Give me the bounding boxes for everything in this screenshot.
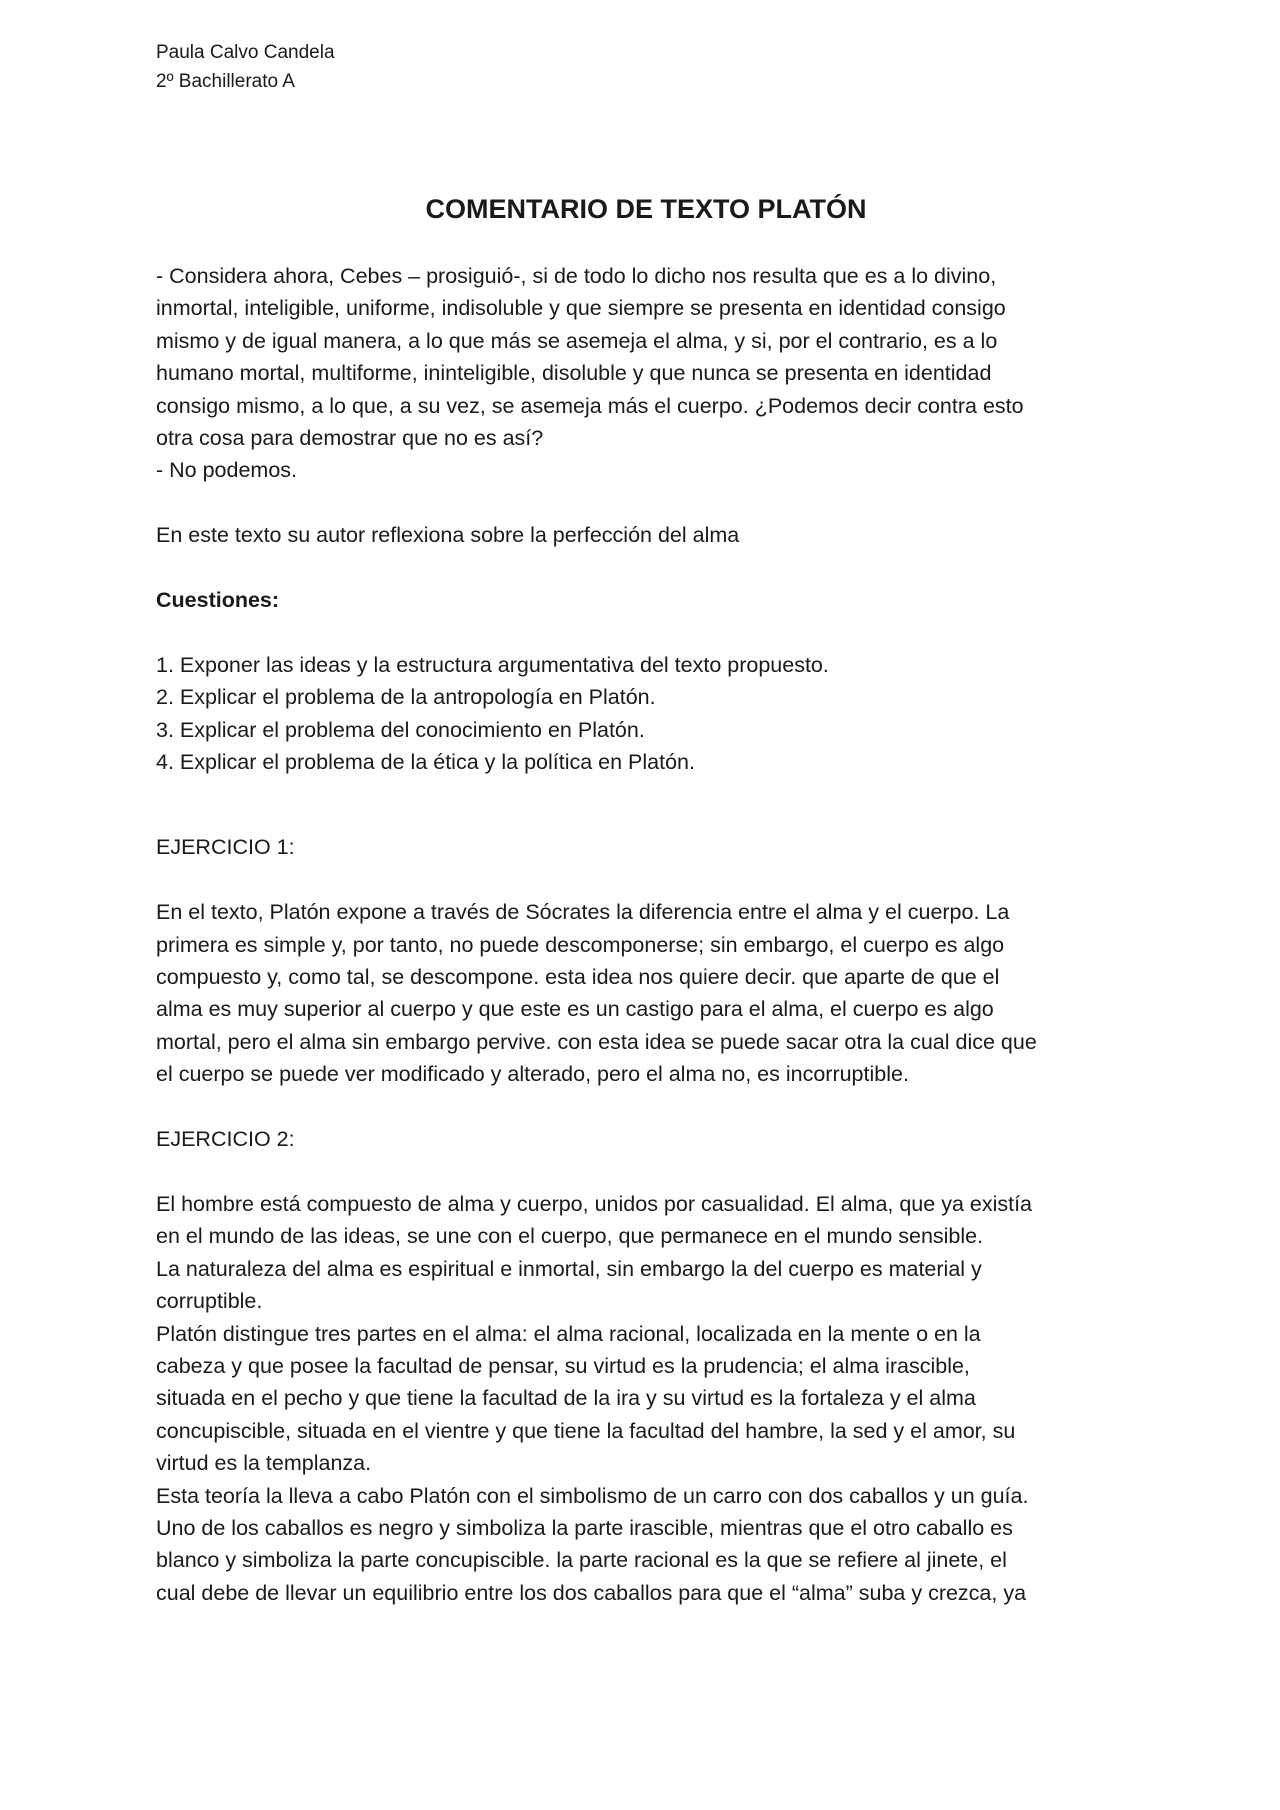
questions-heading: Cuestiones: bbox=[156, 588, 280, 613]
question-item: 2. Explicar el problema de la antropología en Platón. bbox=[156, 685, 656, 710]
exercise2-line: cual debe de llevar un equilibrio entre los dos caballos para que el “alma” suba y crezca, ya bbox=[156, 1580, 1027, 1605]
quote-block bbox=[156, 260, 1136, 487]
exercise2-line: La naturaleza del alma es espiritual e inmortal, sin embargo la del cuerpo es material y bbox=[156, 1256, 982, 1281]
exercise2-line: en el mundo de las ideas, se une con el cuerpo, que permanece en el mundo sensible. bbox=[156, 1224, 984, 1249]
course-label: 2º Bachillerato A bbox=[156, 71, 295, 92]
exercise2-line: situada en el pecho y que tiene la facultad de la ira y su virtud es la fortaleza y el alma bbox=[156, 1386, 976, 1411]
exercise1-line: alma es muy superior al cuerpo y que este es un castigo para el alma, el cuerpo es algo bbox=[156, 997, 994, 1022]
quote-line: - No podemos. bbox=[156, 458, 298, 483]
quote-line: inmortal, inteligible, uniforme, indisoluble y que siempre se presenta en identidad consigo bbox=[156, 296, 1006, 321]
exercise2-line: cabeza y que posee la facultad de pensar, su virtud es la prudencia; el alma irascible, bbox=[156, 1353, 970, 1378]
document-page bbox=[156, 38, 1136, 1605]
exercise2-heading: EJERCICIO 2: bbox=[156, 1127, 295, 1152]
quote-line: consigo mismo, a lo que, a su vez, se asemeja más el cuerpo. ¿Podemos decir contra esto bbox=[156, 393, 1024, 418]
exercise1-line: el cuerpo se puede ver modificado y alterado, pero el alma no, es incorruptible. bbox=[156, 1062, 909, 1087]
document-body bbox=[156, 260, 1136, 1609]
exercise2-line: Uno de los caballos es negro y simboliza la parte irascible, mientras que el otro caballo es bbox=[156, 1515, 1013, 1540]
exercise2-line: corruptible. bbox=[156, 1289, 263, 1314]
exercise2-line: virtud es la templanza. bbox=[156, 1451, 372, 1476]
exercise2-line: concupiscible, situada en el vientre y que tiene la facultad del hambre, la sed y el amor, su bbox=[156, 1418, 1016, 1443]
exercise2-line: blanco y simboliza la parte concupiscible. la parte racional es la que se refiere al jinete, el bbox=[156, 1548, 1007, 1573]
exercise2-body bbox=[156, 1188, 1136, 1609]
question-item: 4. Explicar el problema de la ética y la política en Platón. bbox=[156, 750, 695, 775]
question-item: 3. Explicar el problema del conocimiento en Platón. bbox=[156, 717, 645, 742]
quote-line: - Considera ahora, Cebes – prosiguió-, si de todo lo dicho nos resulta que es a lo divino, bbox=[156, 264, 997, 288]
exercise1-line: compuesto y, como tal, se descompone. esta idea nos quiere decir. que aparte de que el bbox=[156, 965, 1000, 990]
exercise2-line: Esta teoría la lleva a cabo Platón con el simbolismo de un carro con dos caballos y un guía. bbox=[156, 1483, 1029, 1508]
intro-text: En este texto su autor reflexiona sobre la perfección del alma bbox=[156, 523, 740, 548]
exercise1-heading: EJERCICIO 1: bbox=[156, 835, 295, 860]
quote-line: humano mortal, multiforme, ininteligible, disoluble y que nunca se presenta en identidad bbox=[156, 361, 992, 386]
quote-line: mismo y de igual manera, a lo que más se asemeja el alma, y si, por el contrario, es a lo bbox=[156, 328, 998, 353]
exercise2-line: Platón distingue tres partes en el alma: el alma racional, localizada en la mente o en la bbox=[156, 1321, 981, 1346]
questions-list bbox=[156, 649, 1136, 779]
exercise2-line: El hombre está compuesto de alma y cuerpo, unidos por casualidad. El alma, que ya existía bbox=[156, 1191, 1033, 1216]
question-item: 1. Exponer las ideas y la estructura argumentativa del texto propuesto. bbox=[156, 652, 829, 677]
exercise1-line: En el texto, Platón expone a través de Sócrates la diferencia entre el alma y el cuerpo. La bbox=[156, 900, 1010, 925]
exercise1-line: primera es simple y, por tanto, no puede descomponerse; sin embargo, el cuerpo es algo bbox=[156, 932, 1005, 957]
author-name: Paula Calvo Candela bbox=[156, 42, 335, 63]
exercise1-body bbox=[156, 896, 1136, 1090]
quote-line: otra cosa para demostrar que no es así? bbox=[156, 426, 544, 451]
exercise1-line: mortal, pero el alma sin embargo pervive. con esta idea se puede sacar otra la cual dice que bbox=[156, 1029, 1037, 1054]
document-title: COMENTARIO DE TEXTO PLATÓN bbox=[425, 194, 867, 224]
